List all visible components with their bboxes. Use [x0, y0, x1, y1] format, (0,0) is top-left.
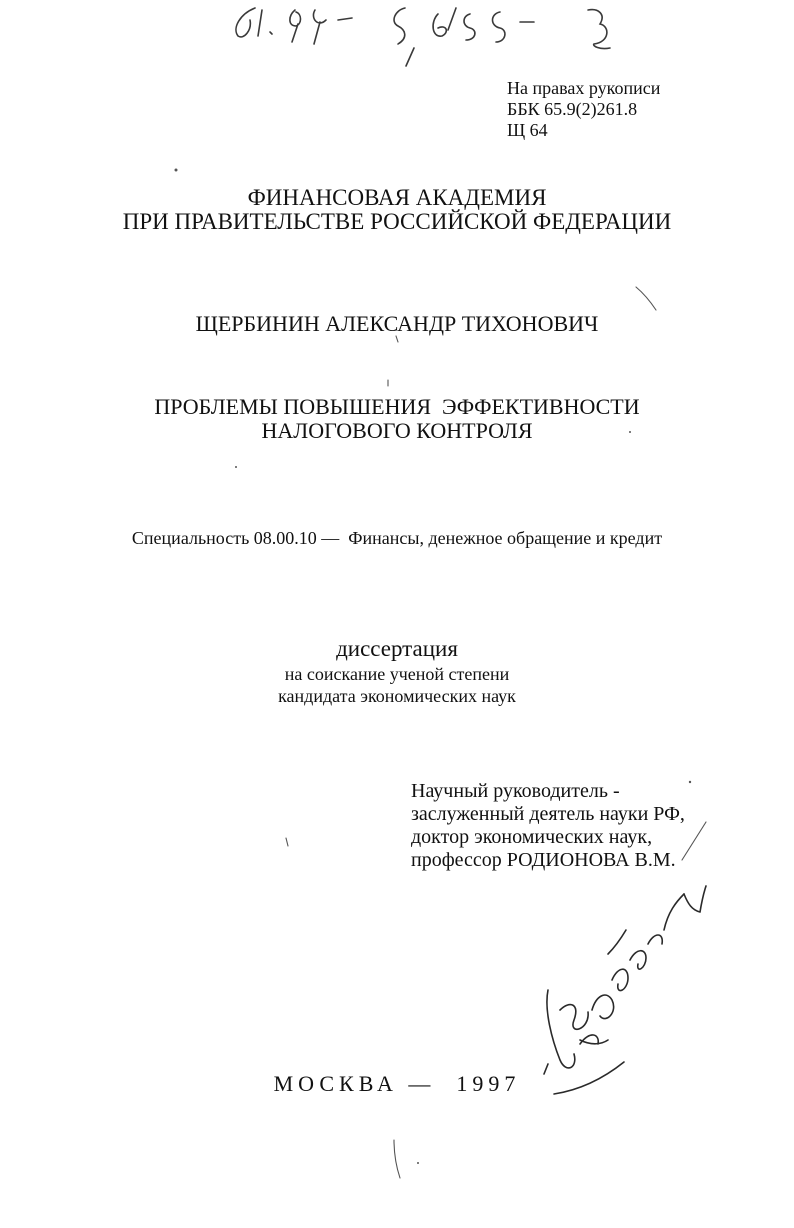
advisor-block — [411, 780, 685, 872]
advisor-line-1: Научный руководитель - — [411, 780, 620, 802]
dissertation-title — [0, 395, 794, 443]
rights-notice: На правах рукописи — [507, 78, 661, 98]
advisor-line-3: доктор экономических наук, — [411, 826, 653, 848]
title-line-1: ПРОБЛЕМЫ ПОВЫШЕНИЯ ЭФФЕКТИВНОСТИ — [154, 394, 640, 419]
bbk-code: ББК 65.9(2)261.8 — [507, 99, 638, 119]
degree-line-2: кандидата экономических наук — [278, 686, 516, 706]
rights-block — [507, 78, 660, 141]
degree-line-1: на соискание ученой степени — [284, 664, 510, 684]
academy-name — [0, 186, 794, 234]
author-sign: Щ 64 — [507, 120, 548, 140]
advisor-line-4: профессор РОДИОНОВА В.М. — [411, 849, 676, 871]
author-name: ЩЕРБИНИН АЛЕКСАНДР ТИХОНОВИЧ — [195, 311, 599, 336]
academy-line-1: ФИНАНСОВАЯ АКАДЕМИЯ — [247, 185, 547, 210]
handwritten-archive-number — [236, 8, 610, 66]
advisor-line-2: заслуженный деятель науки РФ, — [411, 803, 685, 825]
city-year: МОСКВА — 1997 — [273, 1071, 521, 1096]
advisor-signature-icon — [544, 886, 706, 1094]
specialty-line: Специальность 08.00.10 — Финансы, денежное обращение и кредит — [131, 528, 663, 548]
title-line-2: НАЛОГОВОГО КОНТРОЛЯ — [261, 418, 533, 443]
academy-line-2: ПРИ ПРАВИТЕЛЬСТВЕ РОССИЙСКОЙ ФЕДЕРАЦИИ — [122, 209, 672, 234]
degree-description — [0, 663, 794, 707]
dissertation-heading: диссертация — [336, 636, 458, 661]
